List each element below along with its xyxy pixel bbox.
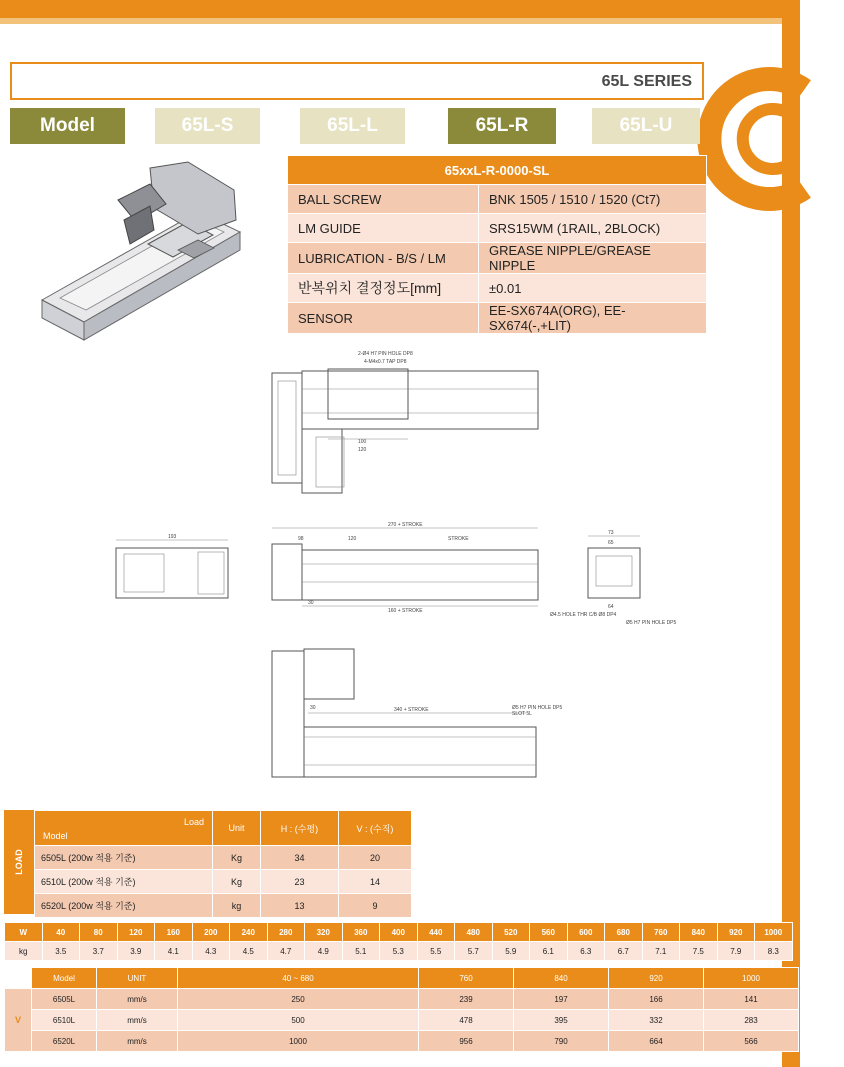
weight-kg-cell: 6.1	[530, 942, 568, 961]
speed-table	[4, 967, 799, 1052]
spec-value: GREASE NIPPLE/GREASE NIPPLE	[479, 243, 707, 274]
speed-value: 197	[514, 989, 609, 1010]
weight-kg-cell: 7.9	[717, 942, 755, 961]
weight-stroke-cell: 360	[342, 923, 380, 942]
speed-v-label: V	[5, 989, 32, 1052]
speed-corner	[5, 968, 32, 989]
drawing-dim: 65	[608, 540, 614, 546]
speed-value: 956	[419, 1031, 514, 1052]
weight-kg-cell: 4.3	[192, 942, 230, 961]
tab-65l-u[interactable]: 65L-U	[592, 108, 700, 144]
speed-value: 500	[178, 1010, 419, 1031]
drawing-dim: 30	[308, 600, 314, 606]
frame-top-shade	[0, 18, 782, 24]
weight-stroke-cell: 120	[117, 923, 155, 942]
weight-kg-cell: 3.9	[117, 942, 155, 961]
spec-label: LM GUIDE	[288, 214, 479, 243]
spec-row	[288, 185, 707, 214]
load-unit: kg	[213, 894, 261, 918]
actuator-3d-image	[38, 160, 248, 350]
drawing-end-view	[548, 528, 688, 628]
weight-stroke-cell: 520	[492, 923, 530, 942]
drawing-dim: STROKE	[448, 536, 469, 542]
weight-stroke-cell: 280	[267, 923, 305, 942]
weight-stroke-cell: 480	[455, 923, 493, 942]
drawing-dim: 30	[310, 705, 316, 711]
load-header-v: V : (수직)	[339, 811, 412, 846]
load-header-h: H : (수평)	[261, 811, 339, 846]
weight-kg-cell: 5.5	[417, 942, 455, 961]
speed-header-row	[5, 968, 799, 989]
speed-value: 566	[704, 1031, 799, 1052]
weight-stroke-cell: 200	[192, 923, 230, 942]
spec-value: SRS15WM (1RAIL, 2BLOCK)	[479, 214, 707, 243]
weight-kg-cell: 4.9	[305, 942, 343, 961]
spec-value: BNK 1505 / 1510 / 1520 (Ct7)	[479, 185, 707, 214]
drawing-note: 4-M4x0.7 TAP DP8	[364, 359, 407, 365]
spec-title: 65xxL-R-0000-SL	[288, 156, 707, 185]
weight-stroke-cell: 40	[42, 923, 80, 942]
drawing-dim: 160 + STROKE	[388, 608, 423, 614]
load-row	[35, 894, 412, 918]
speed-value: 1000	[178, 1031, 419, 1052]
weight-kg-cell: 6.3	[567, 942, 605, 961]
speed-header-col: 760	[419, 968, 514, 989]
load-v: 9	[339, 894, 412, 918]
speed-value: 395	[514, 1010, 609, 1031]
drawing-top-view	[268, 345, 548, 505]
spec-row	[288, 274, 707, 303]
spec-row	[288, 303, 707, 334]
spec-value: EE-SX674A(ORG), EE-SX674(-,+LIT)	[479, 303, 707, 334]
load-unit: Kg	[213, 846, 261, 870]
weight-kg-cell: 8.3	[755, 942, 793, 961]
load-header-row	[35, 811, 412, 846]
weight-kg-cell: 5.9	[492, 942, 530, 961]
weight-stroke-cell: 240	[230, 923, 268, 942]
load-h: 34	[261, 846, 339, 870]
speed-unit: mm/s	[97, 989, 178, 1010]
drawing-dim: 340 + STROKE	[394, 707, 429, 713]
weight-kg-cell: 3.5	[42, 942, 80, 961]
load-v: 20	[339, 846, 412, 870]
speed-header-unit: UNIT	[97, 968, 178, 989]
weight-kg-label: kg	[5, 942, 43, 961]
speed-header-model: Model	[32, 968, 97, 989]
drawing-note: Ø5 H7 PIN HOLE DP5	[626, 620, 677, 626]
drawing-note: Ø4.5 HOLE THR C/B Ø8 DP4	[550, 612, 617, 618]
drawing-dim: 120	[348, 536, 357, 542]
speed-value: 283	[704, 1010, 799, 1031]
load-v: 14	[339, 870, 412, 894]
weight-stroke-cell: 600	[567, 923, 605, 942]
weight-stroke-cell: 400	[380, 923, 418, 942]
load-header-model-load	[35, 811, 213, 846]
drawing-dim: 193	[168, 534, 177, 540]
weight-stroke-row	[5, 923, 793, 942]
drawing-dim: 120	[358, 447, 367, 453]
load-unit: Kg	[213, 870, 261, 894]
series-title: 65L SERIES	[601, 73, 692, 90]
weight-kg-cell: 7.1	[642, 942, 680, 961]
load-h: 23	[261, 870, 339, 894]
frame-top-border	[0, 0, 800, 18]
weight-table	[4, 922, 793, 961]
weight-stroke-cell: 320	[305, 923, 343, 942]
weight-kg-row	[5, 942, 793, 961]
drawing-motor-view	[98, 530, 248, 610]
speed-value: 250	[178, 989, 419, 1010]
brand-c-logo	[694, 64, 844, 214]
weight-stroke-cell: 1000	[755, 923, 793, 942]
drawing-note: Ø5 H7 PIN HOLE DP5	[512, 705, 563, 711]
weight-kg-cell: 6.7	[605, 942, 643, 961]
load-row	[35, 846, 412, 870]
load-model: 6520L (200w 적용 기준)	[35, 894, 213, 918]
load-h: 13	[261, 894, 339, 918]
speed-row	[5, 989, 799, 1010]
drawing-dim: 73	[608, 530, 614, 536]
speed-model: 6505L	[32, 989, 97, 1010]
speed-model: 6510L	[32, 1010, 97, 1031]
drawing-bottom-view	[268, 645, 563, 785]
drawing-note: 2-Ø4 H7 PIN HOLE DP8	[358, 351, 413, 357]
drawing-dim: 64	[608, 604, 614, 610]
load-header-load: Load	[183, 817, 204, 827]
weight-stroke-cell: 840	[680, 923, 718, 942]
load-model: 6510L (200w 적용 기준)	[35, 870, 213, 894]
weight-stroke-cell: 680	[605, 923, 643, 942]
speed-unit: mm/s	[97, 1031, 178, 1052]
load-header-model: Model	[43, 831, 68, 841]
drawing-side-view	[268, 520, 543, 620]
weight-kg-cell: 5.3	[380, 942, 418, 961]
spec-row	[288, 214, 707, 243]
drawing-dim: 270 + STROKE	[388, 522, 423, 528]
load-model: 6505L (200w 적용 기준)	[35, 846, 213, 870]
speed-row	[5, 1031, 799, 1052]
speed-header-col: 1000	[704, 968, 799, 989]
speed-header-col: 840	[514, 968, 609, 989]
weight-stroke-cell: 440	[417, 923, 455, 942]
weight-kg-cell: 4.7	[267, 942, 305, 961]
weight-stroke-cell: 160	[155, 923, 193, 942]
weight-kg-cell: 4.5	[230, 942, 268, 961]
spec-table	[287, 155, 707, 334]
speed-model: 6520L	[32, 1031, 97, 1052]
speed-value: 332	[609, 1010, 704, 1031]
speed-value: 478	[419, 1010, 514, 1031]
weight-stroke-cell: 560	[530, 923, 568, 942]
weight-kg-cell: 5.7	[455, 942, 493, 961]
speed-value: 790	[514, 1031, 609, 1052]
tab-model[interactable]: Model	[10, 108, 125, 144]
speed-value: 239	[419, 989, 514, 1010]
weight-w-label: W	[5, 923, 43, 942]
drawing-dim: 98	[298, 536, 304, 542]
tab-65l-s[interactable]: 65L-S	[155, 108, 260, 144]
weight-kg-cell: 4.1	[155, 942, 193, 961]
drawing-note: SLOT 5L	[512, 711, 532, 717]
load-header-unit: Unit	[213, 811, 261, 846]
drawing-dim: 100	[358, 439, 367, 445]
spec-label: BALL SCREW	[288, 185, 479, 214]
speed-value: 664	[609, 1031, 704, 1052]
weight-stroke-cell: 760	[642, 923, 680, 942]
weight-kg-cell: 7.5	[680, 942, 718, 961]
speed-unit: mm/s	[97, 1010, 178, 1031]
spec-row	[288, 243, 707, 274]
speed-value: 166	[609, 989, 704, 1010]
speed-value: 141	[704, 989, 799, 1010]
spec-label: LUBRICATION - B/S / LM	[288, 243, 479, 274]
speed-row	[5, 1010, 799, 1031]
weight-stroke-cell: 80	[80, 923, 118, 942]
spec-value: ±0.01	[479, 274, 707, 303]
tab-65l-r[interactable]: 65L-R	[448, 108, 556, 144]
load-side-label: LOAD	[4, 810, 34, 914]
weight-stroke-cell: 920	[717, 923, 755, 942]
speed-header-col: 40 ~ 680	[178, 968, 419, 989]
tab-65l-l[interactable]: 65L-L	[300, 108, 405, 144]
speed-header-col: 920	[609, 968, 704, 989]
load-row	[35, 870, 412, 894]
series-header-bar	[10, 62, 704, 100]
spec-label: 반복위치 결정정도[mm]	[288, 274, 479, 303]
spec-label: SENSOR	[288, 303, 479, 334]
weight-kg-cell: 5.1	[342, 942, 380, 961]
load-table	[34, 810, 412, 918]
weight-kg-cell: 3.7	[80, 942, 118, 961]
